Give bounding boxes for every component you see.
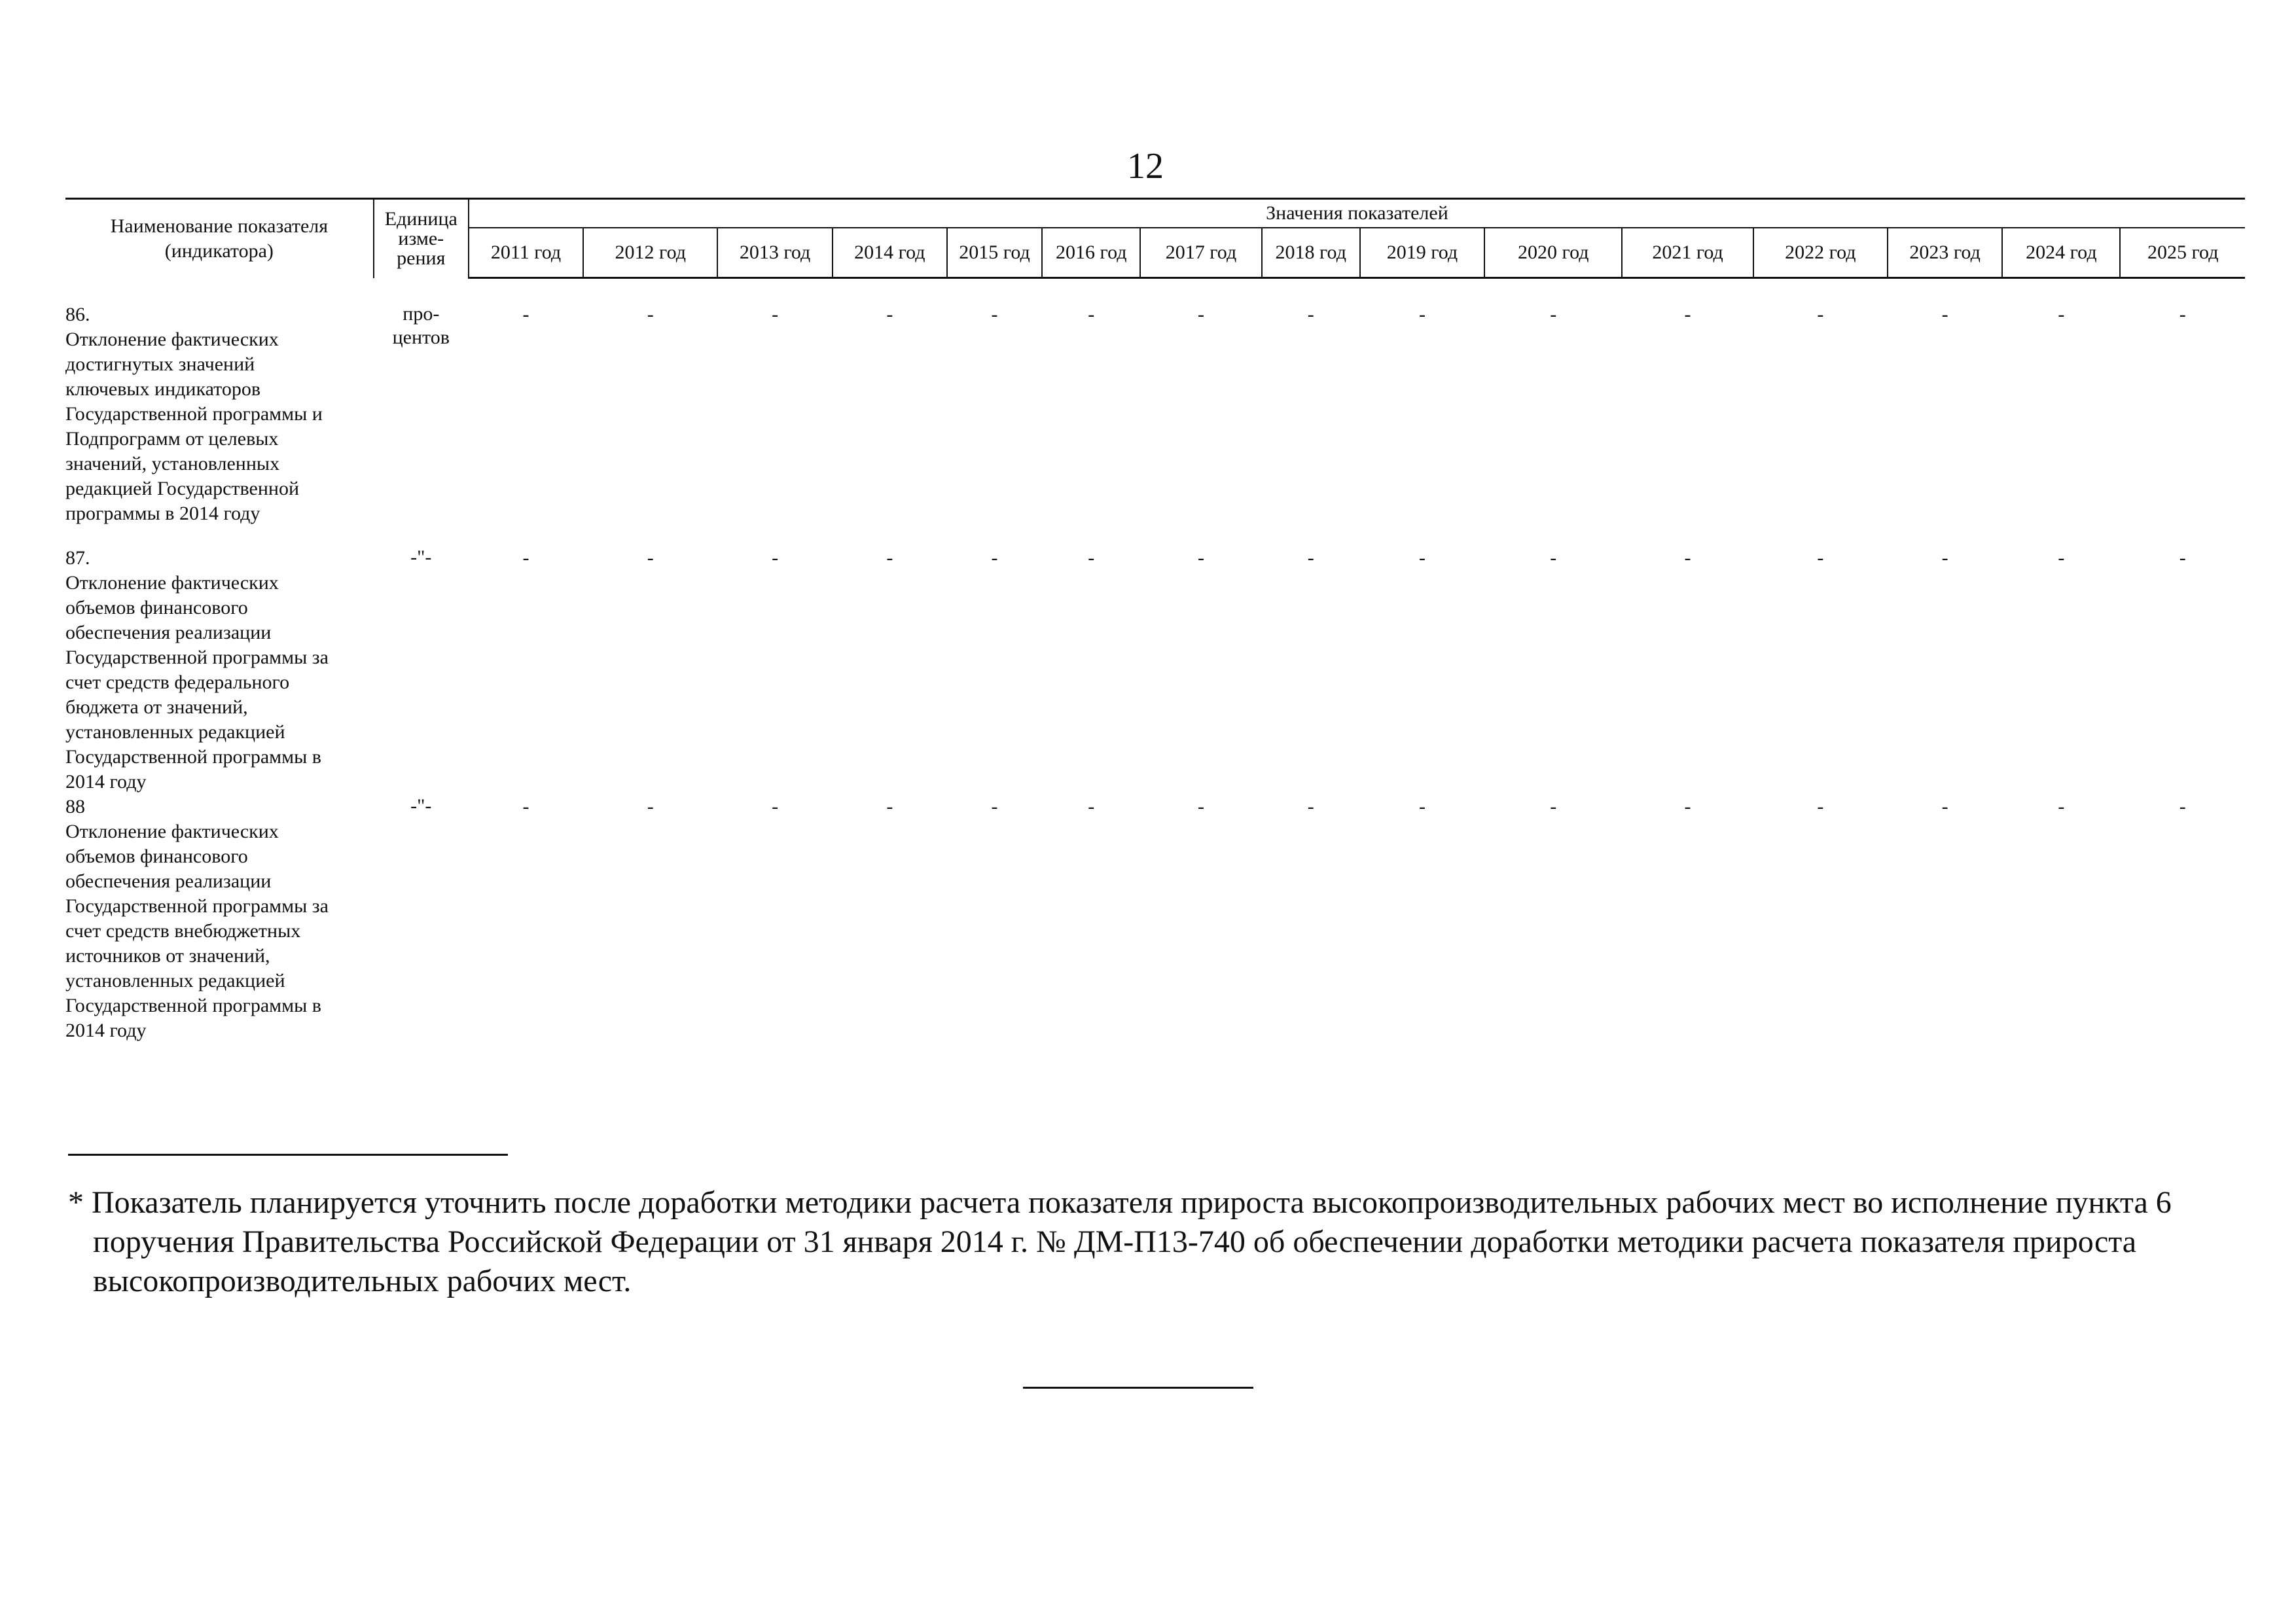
value-cell: - — [886, 796, 893, 817]
year-header: 2024 год — [2002, 228, 2120, 278]
value-cell: - — [1307, 304, 1314, 325]
value-cell: - — [522, 796, 529, 817]
year-header: 2020 год — [1484, 228, 1622, 278]
value-cell: - — [1418, 547, 1426, 569]
value-cell: - — [1684, 796, 1691, 817]
value-cell: - — [1197, 547, 1204, 569]
year-header: 2012 год — [583, 228, 717, 278]
value-cell: - — [772, 796, 779, 817]
value-cell: - — [1817, 796, 1824, 817]
value-cell: - — [1418, 304, 1426, 325]
indicators-table-wrapper — [65, 198, 2245, 1043]
year-header: 2022 год — [1753, 228, 1888, 278]
unit-column-header: Единица изме- рения — [374, 199, 469, 278]
unit-cell: про- центов — [392, 303, 450, 348]
row-number: 87. — [65, 547, 90, 569]
value-cell: - — [1817, 547, 1824, 569]
value-cell: - — [991, 547, 998, 569]
indicator-name: Отклонение фактических достигнутых значений ключевых индикаторов Государственной программы и Подпрограмм от целевых значений, установленных редакцией Государственной программы в 2014 году — [65, 329, 323, 524]
page-number: 12 — [1127, 146, 1164, 187]
value-cell: - — [2058, 796, 2065, 817]
value-cell: - — [1941, 304, 1948, 325]
value-cell: - — [1418, 796, 1426, 817]
value-cell: - — [522, 304, 529, 325]
value-cell: - — [1088, 547, 1095, 569]
year-header: 2023 год — [1888, 228, 2002, 278]
unit-cell: -"- — [410, 795, 432, 817]
year-header: 2015 год — [947, 228, 1042, 278]
year-header: 2011 год — [469, 228, 583, 278]
year-header: 2021 год — [1622, 228, 1753, 278]
table-row — [65, 546, 2245, 794]
value-cell: - — [1684, 547, 1691, 569]
value-cell: - — [991, 304, 998, 325]
value-cell: - — [2179, 304, 2186, 325]
value-cell: - — [1088, 304, 1095, 325]
indicators-table — [65, 198, 2245, 1043]
value-cell: - — [1550, 547, 1557, 569]
value-cell: - — [1307, 796, 1314, 817]
value-cell: - — [2058, 304, 2065, 325]
indicator-name-cell — [65, 546, 374, 794]
indicator-name: Отклонение фактических объемов финансового обеспечения реализации Государственной программы за счет средств внебюджетных источников от значений, установленных редакцией Государственной программы в 2014 году — [65, 821, 329, 1041]
value-cell: - — [1197, 304, 1204, 325]
value-cell: - — [1550, 796, 1557, 817]
value-cell: - — [647, 796, 654, 817]
value-cell: - — [2179, 796, 2186, 817]
indicator-name: Отклонение фактических объемов финансового обеспечения реализации Государственной программы за счет средств федерального бюджета от значений, установленных редакцией Государственной программы в 2014 году — [65, 572, 329, 793]
indicator-name-cell — [65, 794, 374, 1043]
value-cell: - — [1307, 547, 1314, 569]
name-column-header: Наименование показателя (индикатора) — [65, 199, 374, 278]
value-cell: - — [991, 796, 998, 817]
value-cell: - — [1197, 796, 1204, 817]
value-cell: - — [772, 547, 779, 569]
year-header: 2025 год — [2120, 228, 2245, 278]
table-row — [65, 794, 2245, 1043]
year-header: 2017 год — [1140, 228, 1261, 278]
footnote-separator — [68, 1154, 508, 1156]
value-cell: - — [2058, 547, 2065, 569]
year-header: 2014 год — [833, 228, 947, 278]
value-cell: - — [522, 547, 529, 569]
values-group-header: Значения показателей — [469, 199, 2245, 228]
indicator-name-cell — [65, 302, 374, 546]
table-row — [65, 302, 2245, 546]
year-header: 2016 год — [1042, 228, 1140, 278]
value-cell: - — [1941, 547, 1948, 569]
year-header: 2018 год — [1262, 228, 1360, 278]
value-cell: - — [1684, 304, 1691, 325]
end-of-page-rule — [1023, 1387, 1253, 1389]
value-cell: - — [772, 304, 779, 325]
year-header: 2019 год — [1360, 228, 1484, 278]
value-cell: - — [647, 304, 654, 325]
row-number: 88 — [65, 796, 85, 817]
value-cell: - — [1817, 304, 1824, 325]
value-cell: - — [1550, 304, 1557, 325]
value-cell: - — [1088, 796, 1095, 817]
unit-cell: -"- — [410, 546, 432, 568]
row-number: 86. — [65, 304, 90, 325]
year-header: 2013 год — [717, 228, 832, 278]
value-cell: - — [2179, 547, 2186, 569]
footnote: * Показатель планируется уточнить после доработки методики расчета показателя прироста высокопроизводительных рабочих мест во исполнение пункта 6 поручения Правительства Российской Федерации от 31 января 2014 г. № ДМ-П13-740 об обеспечении доработки методики расчета показателя прироста высокопроизводительных рабочих мест. — [68, 1185, 2172, 1298]
value-cell: - — [886, 547, 893, 569]
value-cell: - — [647, 547, 654, 569]
value-cell: - — [1941, 796, 1948, 817]
value-cell: - — [886, 304, 893, 325]
